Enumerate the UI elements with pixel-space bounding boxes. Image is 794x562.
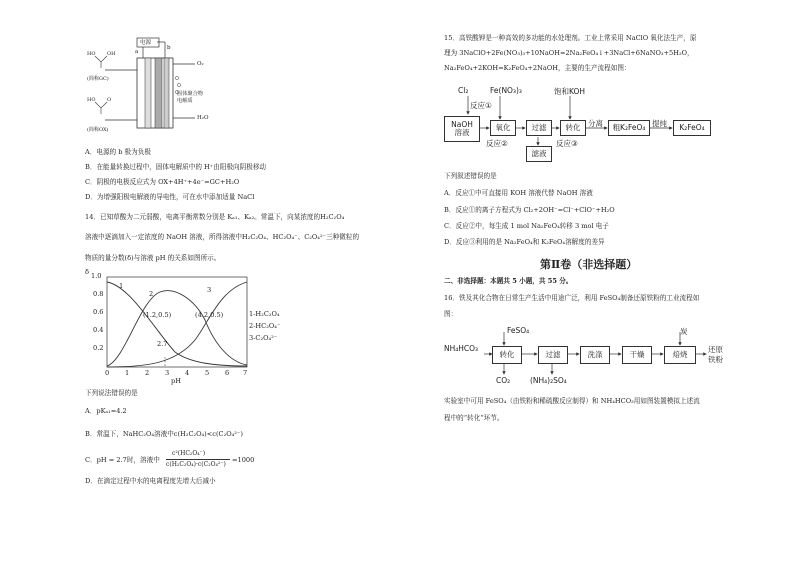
flow-naoh-line1: NaOH <box>451 120 473 129</box>
flow-convert-box: 转化 <box>560 120 586 136</box>
q14-stem-line-2: 溶液中逐滴加入一定浓度的 NaOH 溶液，所得溶液中H₂C₂O₄、HC₂O₄⁻、C₂O₄²⁻三种微粒的 <box>85 233 360 241</box>
flow-separate: 分离 <box>588 119 603 128</box>
apparatus-drawing <box>85 36 215 136</box>
chart-ylabel: δ <box>85 268 89 276</box>
flow-feso4: FeSO₄ <box>507 326 530 335</box>
chart-ytick-1: 1.0 <box>91 272 102 280</box>
chart-xtick-7: 7 <box>243 369 248 377</box>
q14-ask: 下列说法错误的是 <box>85 389 138 397</box>
chart-xtick-3: 3 <box>165 369 170 377</box>
q15-option-d: D．反应③利用的是 Na₂FeO₄和 K₂FeO₄溶解度的差异 <box>444 238 605 246</box>
flow-nh4hco3: NH₄HCO₃ <box>444 344 479 353</box>
curve-label-3: 3 <box>207 286 212 294</box>
chart-ytick-06: 0.6 <box>93 308 104 316</box>
flow-naoh-line2: 溶液 <box>454 128 470 137</box>
chart-ytick-02: 0.2 <box>93 344 104 352</box>
flow-filter-box: 过滤 <box>526 120 552 136</box>
q16-tail-line-1: 实验室中可用 FeSO₄（由铁粉和稀硫酸反应制得）和 NH₄HCO₃用如图装置模拟上述流 <box>444 397 700 405</box>
o-label-ox: O <box>107 97 112 103</box>
q14-option-b: B．常温下，NaHC₂O₄溶液中c(H₂C₂O₄)<c(C₂O₄²⁻) <box>85 430 243 438</box>
chart-xtick-2: 2 <box>145 369 150 377</box>
q14-stem-line-3: 物质的量分数(δ)与溶液 pH 的关系如图所示。 <box>85 254 221 262</box>
q14-option-c-numerator: c²(HC₂O₄⁻) <box>172 450 206 457</box>
flow-carbon: 炭 <box>680 327 688 336</box>
part2-title: 第Ⅱ卷（非选择题） <box>540 258 638 271</box>
electrolyte-label-1: 固体聚合物 <box>177 91 203 97</box>
q14-distribution-chart <box>85 268 281 385</box>
q15-option-a: A．反应①中可直接用 KOH 溶液代替 NaOH 溶液 <box>444 189 593 197</box>
q14-option-c-denominator: c(H₂C₂O₄)·c(C₂O₄²⁻) <box>166 461 226 468</box>
curve-label-1: 1 <box>119 282 124 290</box>
flow-co2: CO₂ <box>496 376 511 385</box>
q15-stem-line-2: 理为 3NaClO+2Fe(NO₃)₃+10NaOH=2Na₂FeO₄↓+3NaCl+6NaNO₃+5H₂O， <box>444 49 694 57</box>
point-label-1: (1.2,0.5) <box>143 311 172 319</box>
q15-stem-line-3: Na₂FeO₄+2KOH=K₂FeO₄+2NaOH，主要的生产流程如图： <box>444 64 631 72</box>
point-label-2: (4.2,0.5) <box>195 311 224 319</box>
chart-xtick-0: 0 <box>105 369 110 377</box>
flow-wash-box: 洗涤 <box>580 346 610 364</box>
flow-koh: 饱和KOH <box>554 87 586 96</box>
flow-feno3: Fe(NO₃)₃ <box>490 86 522 95</box>
flow-purify: 提纯 <box>652 119 667 128</box>
oh-label-gc: OH <box>107 51 116 57</box>
chart-xtick-4: 4 <box>185 369 190 377</box>
q16-stem-line-1: 16．铁及其化合物在日常生产生活中用途广泛，利用 FeSO₄制备还原铁粉的工业流程如 <box>444 294 700 302</box>
q15-option-c: C．反应②中，每生成 1 mol Na₂FeO₄转移 3 mol 电子 <box>444 222 609 230</box>
ho-label-ox: HO <box>87 97 96 103</box>
flow-cl2: Cl₂ <box>458 86 469 95</box>
power-label: 电源 <box>140 40 152 46</box>
chart-ytick-08: 0.8 <box>93 290 104 298</box>
q13-option-b: B．在能量转换过程中，固体电解质中的 H⁺由阳极向阴极移动 <box>85 163 267 171</box>
flow-r3: 反应③ <box>556 139 578 148</box>
q16-stem-line-2: 图： <box>444 310 458 318</box>
q14-option-c-fraction-bar <box>166 459 230 460</box>
q13-option-a: A．电源的 b 极为负极 <box>85 148 151 156</box>
flow-filter-box-16: 过滤 <box>538 346 568 364</box>
q14-chart-svg <box>85 270 278 385</box>
electrode-b-label: b <box>167 45 171 51</box>
chart-xtick-6: 6 <box>225 369 230 377</box>
q14-option-d: D．在滴定过程中水的电离程度先增大后减小 <box>85 477 216 485</box>
ox-label: (简称OX) <box>87 127 109 133</box>
legend-2: 2-HC₂O₄⁻ <box>249 322 281 330</box>
legend-1: 1-H₂C₂O₄ <box>249 310 280 318</box>
flow-r1: 反应① <box>470 101 492 110</box>
flow-naoh-box <box>444 116 480 142</box>
q16-flow-diagram <box>444 326 744 390</box>
q16-tail-line-2: 程中的“转化”环节。 <box>444 414 504 422</box>
flow-filtrate-box: 滤液 <box>526 146 552 162</box>
o2-label: O₂ <box>197 61 204 67</box>
flow-crude-box: 粗K₂FeO₄ <box>608 120 650 136</box>
q15-option-b: B．反应①的离子方程式为 Cl₂+2OH⁻=Cl⁻+ClO⁻+H₂O <box>444 206 615 214</box>
q15-flow-diagram <box>444 82 744 164</box>
legend-3: 3-C₂O₄²⁻ <box>249 334 278 342</box>
electrode-a-label: a <box>135 49 139 55</box>
chart-ytick-04: 0.4 <box>93 326 104 334</box>
q15-ask: 下列叙述错误的是 <box>444 172 497 180</box>
electrolysis-apparatus-figure <box>85 36 215 136</box>
flow-r2: 反应② <box>486 139 508 148</box>
q14-stem-line-1: 14．已知草酸为二元弱酸，电离平衡常数分别是 Kₐ₁、Kₐ₂。常温下，向某浓度的H₂C₂O₄ <box>85 213 345 221</box>
q13-option-d: D．为增强阳极电解液的导电性，可在水中添加适量 NaCl <box>85 193 255 201</box>
flow-nh42so4: (NH₄)₂SO₄ <box>530 376 567 385</box>
q14-option-a: A．pKₐ₁=4.2 <box>85 407 127 415</box>
flow-oxidize-box: 氧化 <box>490 120 516 136</box>
q13-option-c: C．阴极的电极反应式为 OX+4H⁺+4e⁻=GC+H₂O <box>85 178 240 186</box>
electrolyte-label-2: 电解质 <box>177 98 193 104</box>
curve-label-2: 2 <box>149 290 154 298</box>
q14-option-c-suffix: =1000 <box>232 456 255 464</box>
part2-subtitle: 二、非选择题：本题共 5 小题，共 55 分。 <box>444 277 573 285</box>
ho-label-gc: HO <box>87 51 96 57</box>
chart-xtick-1: 1 <box>125 369 130 377</box>
h2o-label: H₂O <box>197 115 209 121</box>
q15-stem-line-1: 15．高铁酸钾是一种高效的多功能的水处理剂。工业上常采用 NaClO 氧化法生产，原 <box>444 34 697 42</box>
flow-product-box: K₂FeO₄ <box>673 120 711 136</box>
q14-option-c-prefix: C．pH = 2.7时，溶液中 <box>85 456 160 464</box>
chart-xtick-5: 5 <box>205 369 210 377</box>
gc-label: (简称GC) <box>87 76 109 82</box>
flow-product-line2: 铁粉 <box>708 355 723 364</box>
flow-dry-box: 干燥 <box>622 346 652 364</box>
flow-product-line1: 还原 <box>708 345 723 354</box>
chart-xlabel: pH <box>171 377 181 385</box>
flow-roast-box: 焙烧 <box>664 346 696 364</box>
flow-convert-box-16: 转化 <box>492 346 522 364</box>
mark-label: 2.7 <box>157 340 168 348</box>
